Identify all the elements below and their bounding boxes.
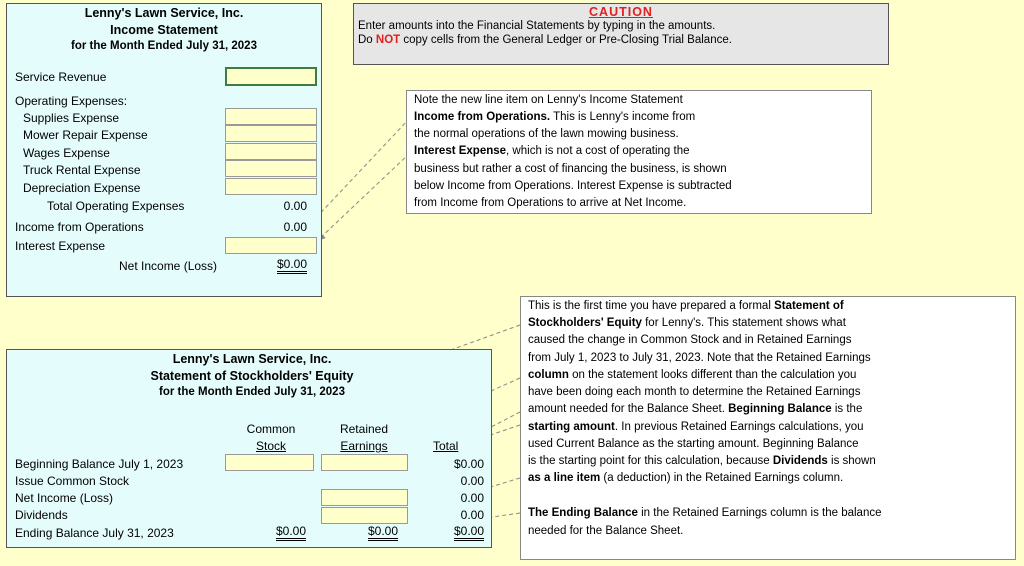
income-company-title: Lenny's Lawn Service, Inc.	[84, 6, 244, 20]
beginning-common-stock-input[interactable]	[225, 454, 314, 471]
income-statement-title: Income Statement	[110, 23, 218, 37]
income-from-operations-value: 0.00	[283, 220, 307, 234]
dividends-label: Dividends	[15, 508, 68, 522]
net-income-label: Net Income (Loss)	[119, 259, 218, 273]
ending-balance-label: Ending Balance July 31, 2023	[15, 526, 174, 540]
operating-expenses-label: Operating Expenses:	[15, 94, 128, 108]
supplies-expense-input[interactable]	[225, 108, 317, 125]
caution-line1: Enter amounts into the Financial Statements by typing in the amounts.	[358, 20, 716, 32]
interest-expense-input[interactable]	[225, 237, 317, 254]
retained-earnings-header-1: Retained	[339, 422, 389, 436]
equity-net-income-label: Net Income (Loss)	[15, 491, 114, 505]
net-income-value: $0.00	[277, 258, 307, 274]
dividends-total-value: 0.00	[460, 508, 484, 522]
supplies-expense-label: Supplies Expense	[23, 111, 120, 125]
mower-repair-expense-input[interactable]	[225, 125, 317, 142]
equity-statement-panel	[6, 349, 492, 548]
interest-expense-label: Interest Expense	[15, 239, 106, 253]
service-revenue-label: Service Revenue	[15, 70, 107, 84]
depreciation-expense-input[interactable]	[225, 178, 317, 195]
caution-box	[353, 3, 889, 65]
equity-company-title: Lenny's Lawn Service, Inc.	[172, 352, 332, 366]
beginning-retained-earnings-input[interactable]	[321, 454, 408, 471]
wages-expense-input[interactable]	[225, 143, 317, 160]
net-income-retained-earnings-input[interactable]	[321, 489, 408, 506]
depreciation-expense-label: Depreciation Expense	[23, 181, 141, 195]
equity-statement-title: Statement of Stockholders' Equity	[150, 369, 354, 383]
income-statement-panel	[6, 3, 322, 297]
truck-rental-expense-input[interactable]	[225, 160, 317, 177]
common-stock-header-2: Stock	[255, 439, 286, 453]
caution-not: NOT	[375, 34, 401, 46]
beginning-balance-label: Beginning Balance July 1, 2023	[15, 457, 184, 471]
caution-title: CAUTION	[589, 5, 653, 19]
issue-stock-total-value: 0.00	[460, 474, 484, 488]
mower-repair-expense-label: Mower Repair Expense	[23, 128, 148, 142]
total-operating-expenses-value: 0.00	[283, 199, 307, 213]
service-revenue-input[interactable]	[225, 67, 317, 86]
equity-period: for the Month Ended July 31, 2023	[159, 386, 345, 398]
equity-explanation-note: This is the first time you have prepared a formal Statement of Stockholders' Equity for Lenny's. This statement shows what caused the change in Common Stock and in Retained Earnings from July 1, 2023 to July 31, 2023. Note that the Retained Earnings column on the statement looks different than the calculation you have been doing each month to determine the Retained Earnings amount needed for the Balance Sheet. Beginning Balance is the starting amount. In previous Retained Earnings calculations, you used Current Balance as the starting amount. Beginning Balance is the starting point for this calculation, because Dividends is shown as a line item (a deduction) in the Retained Earnings column. The Ending Balance in the Retained Earnings column is the balance needed for the Balance Sheet.	[520, 296, 1016, 560]
wages-expense-label: Wages Expense	[23, 146, 110, 160]
truck-rental-expense-label: Truck Rental Expense	[23, 163, 141, 177]
income-from-operations-label: Income from Operations	[15, 220, 144, 234]
beginning-total-value: $0.00	[453, 457, 484, 471]
net-income-total-value: 0.00	[460, 491, 484, 505]
total-operating-expenses-label: Total Operating Expenses	[47, 199, 185, 213]
ending-total-value: $0.00	[454, 525, 484, 541]
income-operations-note: Note the new line item on Lenny's Income Statement Income from Operations. This is Lenny's income from the normal operations of the lawn mowing business. Interest Expense, which is not a cost of operating the business but rather a cost of financing the business, is shown below Income from Operations. Interest Expense is subtracted from Income from Operations to arrive at Net Income.	[406, 90, 872, 214]
caution-line2: Do NOT copy cells from the General Ledger or Pre-Closing Trial Balance.	[358, 34, 732, 46]
dividends-retained-earnings-input[interactable]	[321, 507, 408, 524]
issue-common-stock-label: Issue Common Stock	[15, 474, 130, 488]
total-header: Total	[433, 439, 459, 453]
common-stock-header-1: Common	[246, 422, 296, 436]
ending-common-stock-value: $0.00	[276, 525, 306, 541]
retained-earnings-header-2: Earnings	[340, 439, 388, 453]
income-period: for the Month Ended July 31, 2023	[71, 40, 257, 52]
ending-retained-earnings-value: $0.00	[368, 525, 398, 541]
